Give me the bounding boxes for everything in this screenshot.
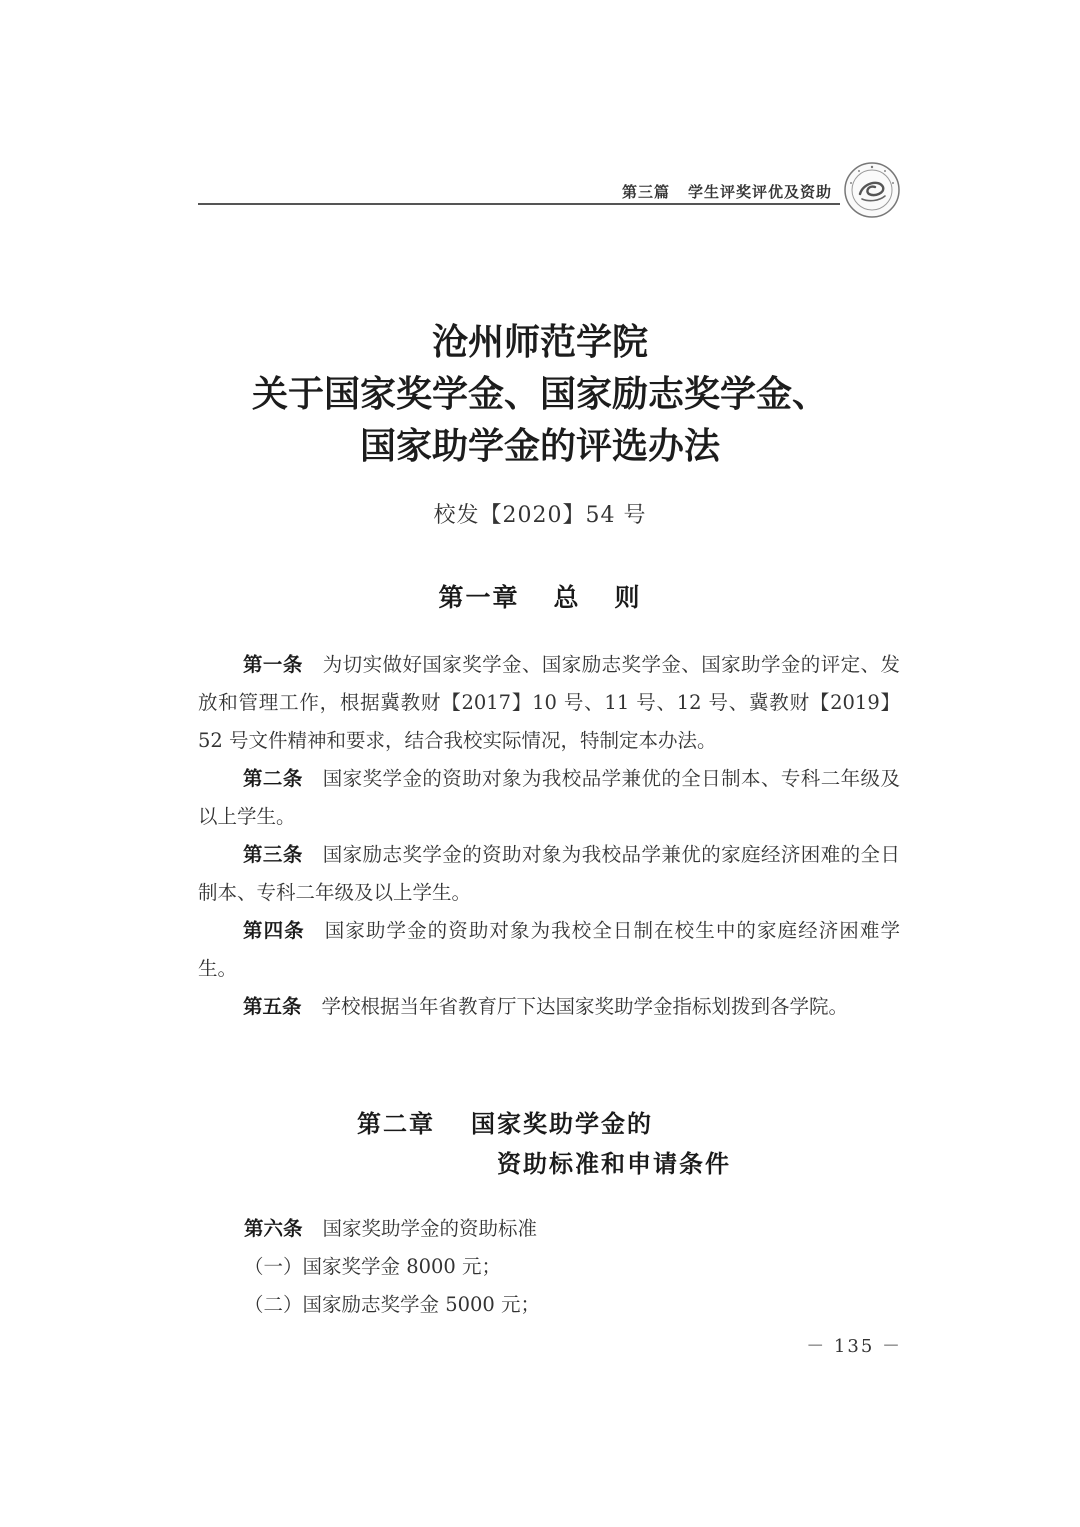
article-4 — [198, 912, 900, 988]
college-emblem-icon — [843, 161, 901, 219]
chapter-1-heading — [0, 578, 1080, 614]
chapter-2-heading — [357, 1104, 731, 1184]
article-1 — [198, 646, 900, 760]
article-label: 第六条 — [244, 1217, 303, 1240]
document-title — [0, 316, 1080, 472]
page-number: － 135 － — [806, 1336, 902, 1357]
article-text: 为切实做好国家奖学金、国家励志奖学金、国家助学金的评定、发放和管理工作，根据冀教财【2017】10 号、11 号、12 号、冀教财【2019】52 号文件精神和要求，结合我校实际情况，特制定本办法。 — [198, 653, 900, 752]
running-header — [622, 181, 832, 202]
title-line-1: 沧州师范学院 — [431, 321, 648, 363]
header-rule — [198, 203, 840, 205]
article-label: 第四条 — [243, 919, 305, 942]
part-label: 第三篇 — [621, 183, 670, 201]
article-label: 第二条 — [243, 767, 303, 790]
chapter-1-label: 第一章 — [438, 583, 520, 612]
article-3 — [198, 836, 900, 912]
article-text: 国家励志奖学金的资助对象为我校品学兼优的家庭经济困难的全日制本、专科二年级及以上学生。 — [198, 843, 900, 904]
title-line-2: 关于国家奖学金、国家励志奖学金、 — [251, 373, 828, 415]
chapter-1-word-1: 总 — [553, 583, 581, 612]
list-item: （二）国家励志奖学金 5000 元； — [244, 1293, 541, 1316]
list-item: （一）国家奖学金 8000 元； — [244, 1255, 502, 1278]
chapter-2-label: 第二章 — [357, 1110, 435, 1138]
article-label: 第一条 — [243, 653, 303, 676]
article-text: 国家助学金的资助对象为我校全日制在校生中的家庭经济困难学生。 — [198, 919, 900, 980]
chapter-2-title-line-1: 国家奖助学金的 — [471, 1110, 653, 1138]
title-line-3: 国家助学金的评选办法 — [359, 425, 720, 467]
article-6 — [244, 1210, 540, 1324]
chapter-1-body — [198, 646, 900, 1026]
article-text: 国家奖助学金的资助标准 — [322, 1217, 538, 1240]
part-title: 学生评奖评优及资助 — [687, 183, 832, 201]
document-number: 校发【2020】54 号 — [433, 503, 647, 528]
article-2 — [198, 760, 900, 836]
article-label: 第五条 — [243, 995, 302, 1018]
article-label: 第三条 — [243, 843, 303, 866]
chapter-2-title-line-2: 资助标准和申请条件 — [497, 1150, 731, 1178]
chapter-1-word-2: 则 — [614, 583, 642, 612]
article-text: 学校根据当年省教育厅下达国家奖助学金指标划拨到各学院。 — [321, 995, 849, 1018]
article-text: 国家奖学金的资助对象为我校品学兼优的全日制本、专科二年级及以上学生。 — [198, 767, 900, 828]
article-5 — [198, 988, 900, 1026]
